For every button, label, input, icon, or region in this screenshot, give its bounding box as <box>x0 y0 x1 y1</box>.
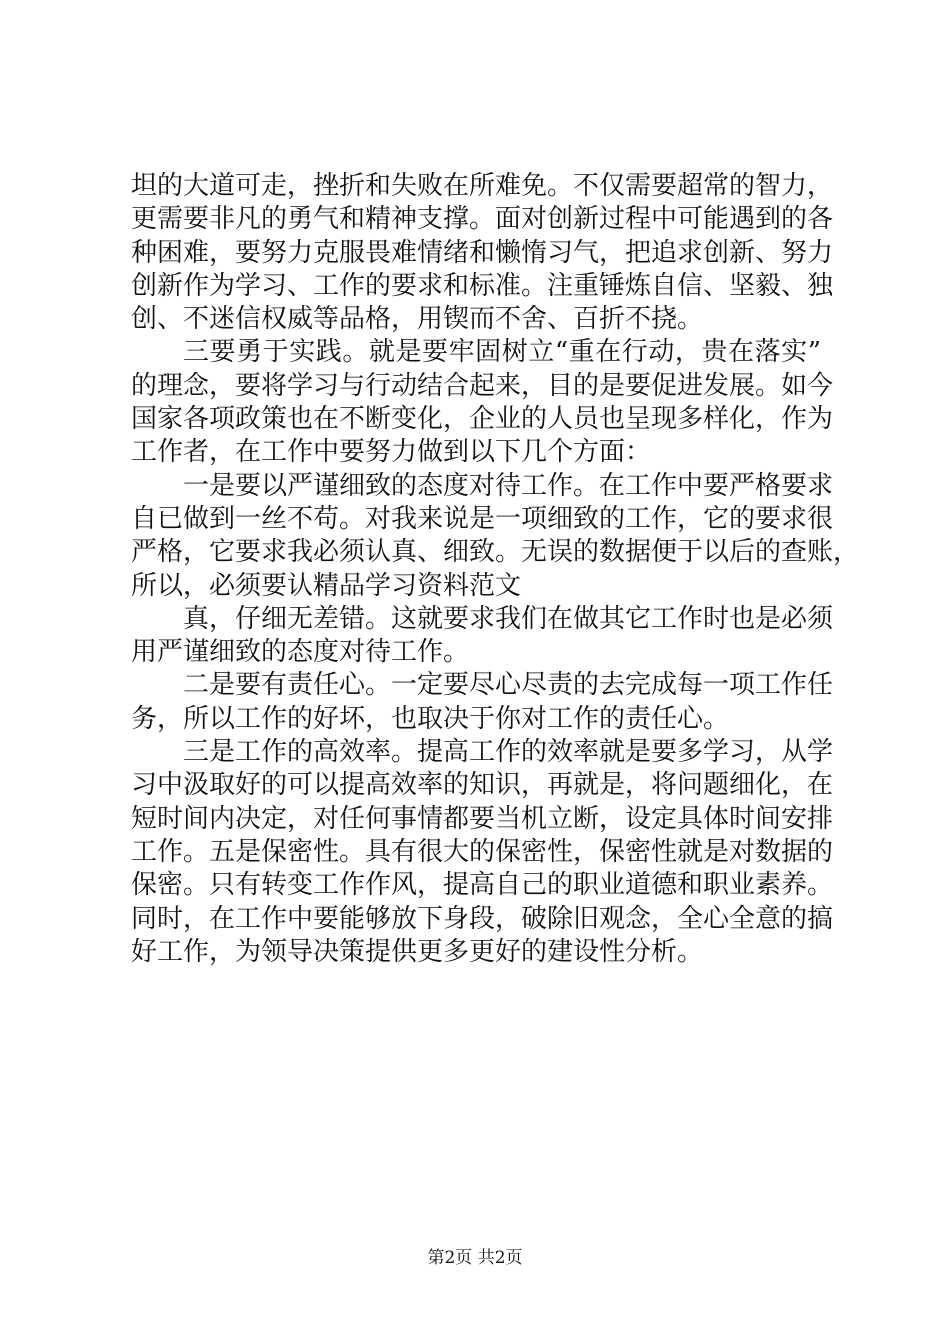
text-line: 自已做到一丝不苟。对我来说是一项细致的工作，它的要求很 <box>131 503 834 534</box>
document-body <box>131 170 860 969</box>
text-line: 所以，必须要认精品学习资料范文 <box>131 570 522 601</box>
text-line: 好工作，为领导决策提供更多更好的建设性分析。 <box>131 936 704 967</box>
text-line: 国家各项政策也在不断变化，企业的人员也呈现多样化，作为 <box>131 404 834 435</box>
text-line: 同时，在工作中要能够放下身段，破除旧观念，全心全意的搞 <box>131 903 834 934</box>
text-line: 习中汲取好的可以提高效率的知识，再就是，将问题细化，在 <box>131 770 834 801</box>
text-line: 保密。只有转变工作作风，提高自己的职业道德和职业素养。 <box>131 870 834 901</box>
text-line: 二是要有责任心。一定要尽心尽责的去完成每一项工作任 <box>183 670 834 701</box>
text-line: 创新作为学习、工作的要求和标准。注重锤炼自信、坚毅、独 <box>131 270 834 301</box>
text-line: 务，所以工作的好坏，也取决于你对工作的责任心。 <box>131 703 730 734</box>
text-line: 三要勇于实践。就是要牢固树立“重在行动，贵在落实” <box>183 337 821 368</box>
text-line: 真，仔细无差错。这就要求我们在做其它工作时也是必须 <box>183 603 834 634</box>
text-line: 种困难，要努力克服畏难情绪和懒惰习气，把追求创新、努力 <box>131 237 834 268</box>
text-line: 三是工作的高效率。提高工作的效率就是要多学习，从学 <box>183 737 834 768</box>
text-line: 创、不迷信权威等品格，用锲而不舍、百折不挠。 <box>131 304 704 335</box>
text-line: 严格，它要求我必须认真、细致。无误的数据便于以后的查账， <box>131 537 860 568</box>
text-line: 用严谨细致的态度对待工作。 <box>131 637 470 668</box>
text-line: 一是要以严谨细致的态度对待工作。在工作中要严格要求 <box>183 470 834 501</box>
text-line: 短时间内决定，对任何事情都要当机立断，设定具体时间安排 <box>131 803 834 834</box>
text-line: 更需要非凡的勇气和精神支撑。面对创新过程中可能遇到的各 <box>131 204 834 235</box>
text-line: 坦的大道可走，挫折和失败在所难免。不仅需要超常的智力， <box>131 171 834 201</box>
page-number-footer: 第2页 共2页 <box>427 1248 523 1268</box>
text-line: 工作者，在工作中要努力做到以下几个方面： <box>131 437 652 468</box>
text-line: 工作。五是保密性。具有很大的保密性，保密性就是对数据的 <box>131 836 834 867</box>
text-line: 的理念，要将学习与行动结合起来，目的是要促进发展。如今 <box>131 370 834 401</box>
